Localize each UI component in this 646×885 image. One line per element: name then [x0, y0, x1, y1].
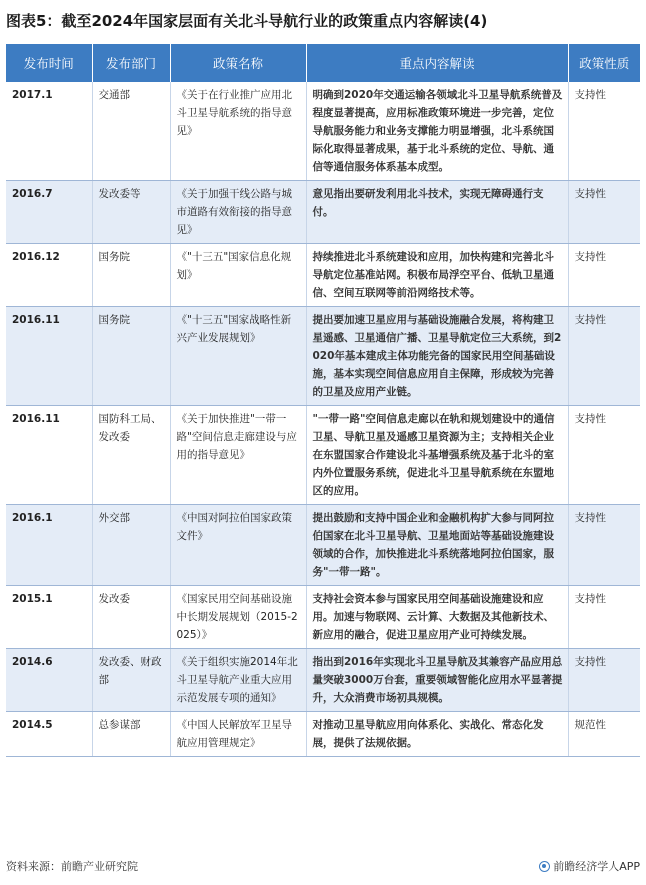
cell-name: 《国家民用空间基础设施中长期发展规划（2015-2025）》	[170, 586, 306, 649]
cell-dept: 交通部	[92, 82, 170, 181]
cell-date: 2015.1	[6, 586, 92, 649]
table-row	[6, 181, 640, 244]
cell-dept: 国防科工局、发改委	[92, 406, 170, 505]
cell-dept: 国务院	[92, 244, 170, 307]
cell-dept: 总参谋部	[92, 712, 170, 757]
brand-label: 前瞻经济学人APP	[553, 860, 640, 873]
header-nature: 政策性质	[568, 44, 640, 82]
table-row	[6, 505, 640, 586]
cell-name: 《关于加快推进"一带一路"空间信息走廊建设与应用的指导意见》	[170, 406, 306, 505]
table-row	[6, 649, 640, 712]
cell-name: 《中国人民解放军卫星导航应用管理规定》	[170, 712, 306, 757]
table-row	[6, 244, 640, 307]
cell-content: 意见指出要研发利用北斗技术，实现无障碍通行支付。	[306, 181, 568, 244]
cell-date: 2016.1	[6, 505, 92, 586]
source-note: 资料来源：前瞻产业研究院	[6, 860, 138, 873]
header-dept: 发布部门	[92, 44, 170, 82]
cell-date: 2014.6	[6, 649, 92, 712]
table-header-row	[6, 44, 640, 82]
cell-nature: 规范性	[568, 712, 640, 757]
cell-content: "一带一路"空间信息走廊以在轨和规划建设中的通信卫星、导航卫星及遥感卫星资源为主；支持相关企业在东盟国家合作建设北斗基增强系统及基于北斗的室内外位置服务系统，促进北斗卫星导航系统在东盟地区的应用。	[306, 406, 568, 505]
cell-content: 持续推进北斗系统建设和应用，加快构建和完善北斗导航定位基准站网。积极布局浮空平台、低轨卫星通信、空间互联网等前沿网络技术等。	[306, 244, 568, 307]
cell-name: 《"十三五"国家信息化规划》	[170, 244, 306, 307]
chart-title: 图表5：截至2024年国家层面有关北斗导航行业的政策重点内容解读(4)	[6, 12, 488, 30]
cell-date: 2017.1	[6, 82, 92, 181]
cell-name: 《关于在行业推广应用北斗卫星导航系统的指导意见》	[170, 82, 306, 181]
cell-name: 《"十三五"国家战略性新兴产业发展规划》	[170, 307, 306, 406]
cell-content: 支持社会资本参与国家民用空间基础设施建设和应用。加速与物联网、云计算、大数据及其他新技术、新应用的融合，促进卫星应用产业可持续发展。	[306, 586, 568, 649]
cell-nature: 支持性	[568, 181, 640, 244]
cell-content: 提出要加速卫星应用与基础设施融合发展，将构建卫星遥感、卫星通信广播、卫星导航定位三大系统，到2020年基本建成主体功能完备的国家民用空间基础设施，基本实现空间信息应用自主保障，形成较为完善的卫星及应用产业链。	[306, 307, 568, 406]
cell-date: 2016.11	[6, 307, 92, 406]
cell-nature: 支持性	[568, 244, 640, 307]
cell-name: 《中国对阿拉伯国家政策文件》	[170, 505, 306, 586]
cell-nature: 支持性	[568, 406, 640, 505]
cell-date: 2014.5	[6, 712, 92, 757]
cell-nature: 支持性	[568, 649, 640, 712]
cell-content: 对推动卫星导航应用向体系化、实战化、常态化发展，提供了法规依据。	[306, 712, 568, 757]
table-row	[6, 82, 640, 181]
policy-table	[6, 44, 640, 757]
cell-date: 2016.7	[6, 181, 92, 244]
cell-dept: 国务院	[92, 307, 170, 406]
cell-dept: 外交部	[92, 505, 170, 586]
brand-credit	[539, 858, 640, 874]
cell-nature: 支持性	[568, 586, 640, 649]
table-row	[6, 712, 640, 757]
header-date: 发布时间	[6, 44, 92, 82]
cell-name: 《关于加强干线公路与城市道路有效衔接的指导意见》	[170, 181, 306, 244]
table-row	[6, 406, 640, 505]
cell-content: 明确到2020年交通运输各领域北斗卫星导航系统普及程度显著提高，应用标准政策环境进一步完善，定位导航服务能力和业务支撑能力明显增强，北斗系统国际化取得显著成果，基于北斗系统的定位、导航、通信等通信服务体系基本成型。	[306, 82, 568, 181]
table-row	[6, 586, 640, 649]
cell-content: 指出到2016年实现北斗卫星导航及其兼容产品应用总量突破3000万台套，重要领域智能化应用水平显著提升，大众消费市场初具规模。	[306, 649, 568, 712]
cell-nature: 支持性	[568, 307, 640, 406]
cell-nature: 支持性	[568, 505, 640, 586]
cell-nature: 支持性	[568, 82, 640, 181]
cell-date: 2016.12	[6, 244, 92, 307]
cell-date: 2016.11	[6, 406, 92, 505]
cell-dept: 发改委、财政部	[92, 649, 170, 712]
header-content: 重点内容解读	[306, 44, 568, 82]
table-row	[6, 307, 640, 406]
cell-name: 《关于组织实施2014年北斗卫星导航产业重大应用示范发展专项的通知》	[170, 649, 306, 712]
header-name: 政策名称	[170, 44, 306, 82]
qianzhan-logo-icon	[539, 861, 550, 872]
cell-dept: 发改委	[92, 586, 170, 649]
cell-dept: 发改委等	[92, 181, 170, 244]
cell-content: 提出鼓励和支持中国企业和金融机构扩大参与同阿拉伯国家在北斗卫星导航、卫星地面站等基础设施建设领域的合作，加快推进北斗系统落地阿拉伯国家，服务"一带一路"。	[306, 505, 568, 586]
